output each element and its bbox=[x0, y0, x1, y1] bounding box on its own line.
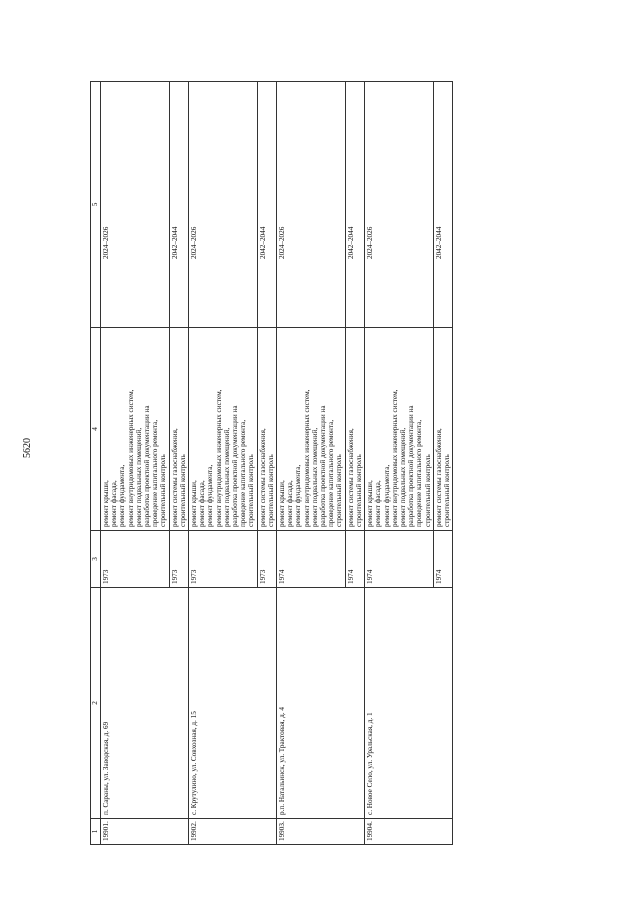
work-item: ремонт фундамента, bbox=[118, 464, 127, 527]
row-number: 19904. bbox=[365, 819, 453, 845]
work-item: строительный контроль bbox=[159, 454, 168, 527]
period-cell bbox=[433, 82, 452, 328]
year-cell bbox=[433, 531, 452, 588]
work-item: строительный контроль bbox=[335, 454, 344, 527]
period-cell bbox=[101, 82, 170, 328]
address-cell: р.п. Натальинск, ул. Трактовая, д. 4 bbox=[277, 588, 365, 819]
document-sheet bbox=[90, 85, 600, 845]
work-item: ремонт фундамента, bbox=[294, 464, 303, 527]
work-item: строительный контроль bbox=[178, 454, 187, 527]
work-item: ремонт крыши, bbox=[278, 480, 287, 527]
works-cell bbox=[365, 328, 434, 531]
page-number: 5620 bbox=[22, 438, 33, 458]
year-value: 1974 bbox=[346, 569, 355, 584]
address-cell: с. Новое Село, ул. Уральская, д. 1 bbox=[365, 588, 453, 819]
year-value: 1973 bbox=[170, 569, 179, 584]
column-header: 3 bbox=[91, 531, 101, 588]
period-value: 2042–2044 bbox=[434, 226, 443, 259]
period-cell bbox=[365, 82, 434, 328]
row-number: 19902. bbox=[189, 819, 277, 845]
work-item: разработка проектной документации на bbox=[407, 405, 416, 527]
work-item: строительный контроль bbox=[442, 454, 451, 527]
works-cell bbox=[189, 328, 258, 531]
year-cell bbox=[365, 531, 434, 588]
work-item: ремонт подвальных помещений, bbox=[134, 427, 143, 527]
work-item: ремонт внутридомовых инженерных систем, bbox=[390, 389, 399, 527]
work-item: ремонт внутридомовых инженерных систем, bbox=[214, 389, 223, 527]
column-header: 4 bbox=[91, 328, 101, 531]
year-cell bbox=[345, 531, 364, 588]
works-cell bbox=[257, 328, 276, 531]
work-item: ремонт крыши, bbox=[366, 480, 375, 527]
period-value: 2024–2026 bbox=[102, 226, 110, 259]
work-item: ремонт подвальных помещений, bbox=[222, 427, 231, 527]
period-cell bbox=[345, 82, 364, 328]
year-cell bbox=[189, 531, 258, 588]
work-item: ремонт фасада, bbox=[198, 480, 207, 527]
table-row bbox=[189, 82, 258, 845]
row-number: 19903. bbox=[277, 819, 365, 845]
work-item: ремонт фундамента, bbox=[382, 464, 391, 527]
work-item: разработка проектной документации на bbox=[143, 405, 152, 527]
address-cell: п. Сараны, ул. Заводская, д. 69 bbox=[101, 588, 189, 819]
work-item: ремонт системы газоснабжения, bbox=[434, 428, 443, 527]
work-item: ремонт системы газоснабжения, bbox=[170, 428, 179, 527]
column-header: 1 bbox=[91, 819, 101, 845]
table-row bbox=[365, 82, 434, 845]
work-item: проведение капитального ремонта, bbox=[415, 419, 424, 527]
period-cell bbox=[189, 82, 258, 328]
work-item: ремонт подвальных помещений, bbox=[310, 427, 319, 527]
work-item: ремонт внутридомовых инженерных систем, bbox=[126, 389, 135, 527]
work-item: проведение капитального ремонта, bbox=[151, 419, 160, 527]
row-number: 19901. bbox=[101, 819, 189, 845]
works-cell bbox=[433, 328, 452, 531]
works-cell bbox=[345, 328, 364, 531]
period-value: 2042–2044 bbox=[258, 226, 267, 259]
work-item: строительный контроль bbox=[266, 454, 275, 527]
work-item: ремонт крыши, bbox=[190, 480, 199, 527]
work-item: строительный контроль bbox=[354, 454, 363, 527]
work-item: ремонт фасада, bbox=[110, 480, 119, 527]
year-value: 1973 bbox=[190, 569, 199, 584]
period-value: 2024–2026 bbox=[278, 226, 287, 259]
year-value: 1973 bbox=[258, 569, 267, 584]
period-cell bbox=[277, 82, 346, 328]
works-cell bbox=[101, 328, 170, 531]
work-item: ремонт внутридомовых инженерных систем, bbox=[302, 389, 311, 527]
period-value: 2042–2044 bbox=[346, 226, 355, 259]
table-row bbox=[101, 82, 170, 845]
work-item: разработка проектной документации на bbox=[319, 405, 328, 527]
column-header: 5 bbox=[91, 82, 101, 328]
work-item: ремонт фасада, bbox=[286, 480, 295, 527]
works-cell bbox=[169, 328, 188, 531]
work-item: ремонт фасада, bbox=[374, 480, 383, 527]
year-cell bbox=[169, 531, 188, 588]
work-item: ремонт подвальных помещений, bbox=[398, 427, 407, 527]
work-item: строительный контроль bbox=[247, 454, 256, 527]
work-item: разработка проектной документации на bbox=[231, 405, 240, 527]
work-item: ремонт крыши, bbox=[102, 480, 110, 527]
column-header: 2 bbox=[91, 588, 101, 819]
year-value: 1973 bbox=[102, 569, 110, 584]
year-value: 1974 bbox=[434, 569, 443, 584]
period-cell bbox=[169, 82, 188, 328]
works-cell bbox=[277, 328, 346, 531]
work-item: строительный контроль bbox=[423, 454, 432, 527]
year-cell bbox=[101, 531, 170, 588]
period-value: 2024–2026 bbox=[190, 226, 199, 259]
year-value: 1974 bbox=[366, 569, 375, 584]
table-row bbox=[277, 82, 346, 845]
work-item: ремонт фундамента, bbox=[206, 464, 215, 527]
work-item: проведение капитального ремонта, bbox=[327, 419, 336, 527]
period-cell bbox=[257, 82, 276, 328]
year-cell bbox=[257, 531, 276, 588]
work-item: проведение капитального ремонта, bbox=[239, 419, 248, 527]
repair-schedule-table bbox=[90, 81, 453, 845]
year-value: 1974 bbox=[278, 569, 287, 584]
year-cell bbox=[277, 531, 346, 588]
table-body bbox=[91, 82, 453, 845]
period-value: 2024–2026 bbox=[366, 226, 375, 259]
address-cell: с. Крутулино, ул. Совхозная, д. 15 bbox=[189, 588, 277, 819]
work-item: ремонт системы газоснабжения, bbox=[346, 428, 355, 527]
work-item: ремонт системы газоснабжения, bbox=[258, 428, 267, 527]
period-value: 2042–2044 bbox=[170, 226, 179, 259]
column-number-row bbox=[91, 82, 101, 845]
